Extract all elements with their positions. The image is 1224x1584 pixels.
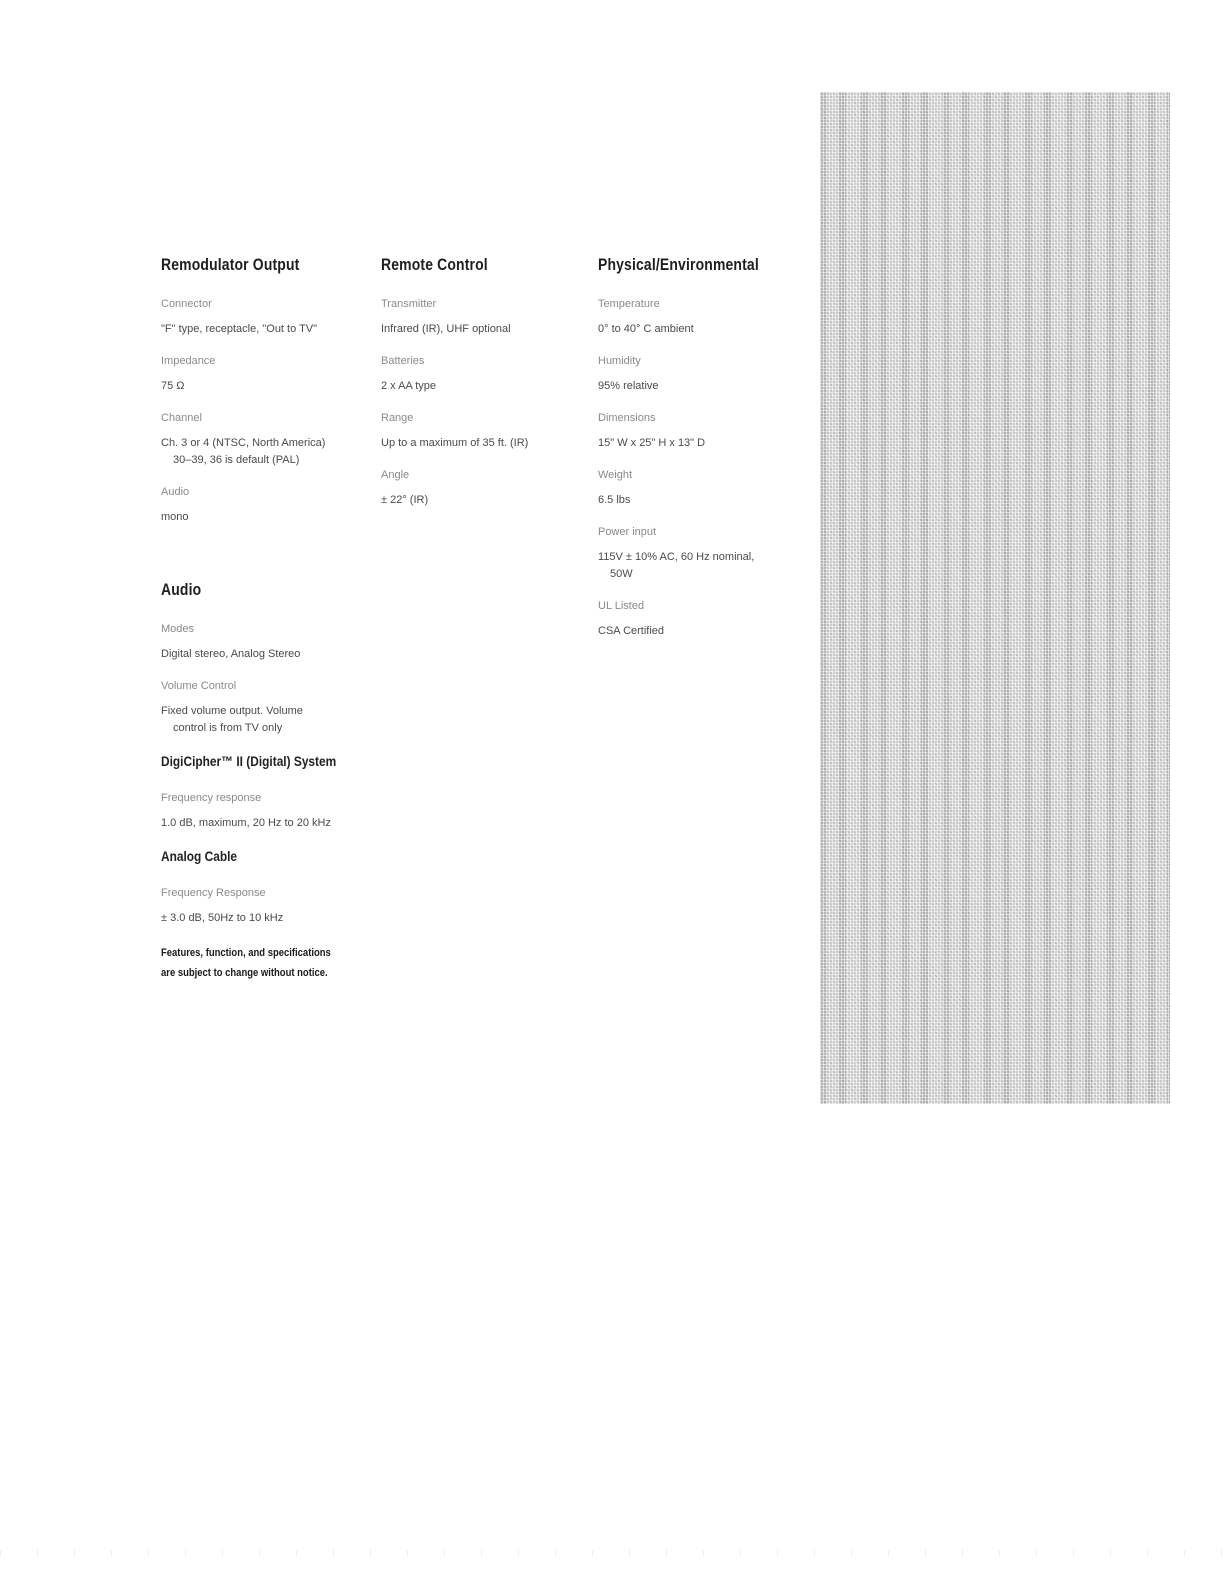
- spec-value: [161, 815, 366, 832]
- spec-modes: [161, 622, 366, 663]
- spec-connector: [161, 297, 366, 338]
- audio-heading: Audio: [161, 580, 202, 599]
- spec-value-line: 2 x AA type: [381, 380, 437, 392]
- spec-label: Batteries: [381, 355, 425, 367]
- spec-label: Dimensions: [598, 412, 656, 424]
- spec-value: [381, 435, 581, 452]
- spec-value-line: 95% relative: [598, 380, 659, 392]
- spec-value: [381, 492, 581, 509]
- spec-value-line: 115V ± 10% AC, 60 Hz nominal,: [598, 551, 755, 563]
- spec-label: Frequency Response: [161, 887, 266, 899]
- spec-channel: [161, 411, 366, 469]
- halftone-texture-panel: [820, 92, 1170, 1104]
- spec-humidity: [598, 354, 803, 395]
- spec-value-line: 6.5 lbs: [598, 494, 631, 506]
- spec-label: Modes: [161, 623, 195, 635]
- spec-value-line: 1.0 dB, maximum, 20 Hz to 20 kHz: [161, 817, 331, 829]
- spec-value: [161, 646, 366, 663]
- spec-value: [598, 623, 803, 640]
- spec-certifications: [598, 599, 803, 640]
- spec-value-line: mono: [161, 511, 189, 523]
- spec-value-line: Up to a maximum of 35 ft. (IR): [381, 437, 529, 449]
- spec-digital-frequency-response: [161, 791, 366, 832]
- left-spec-column: [161, 255, 366, 983]
- spec-value-line: 75 Ω: [161, 380, 185, 392]
- notice-line: are subject to change without notice.: [161, 967, 328, 979]
- spec-value-line: 15" W x 25" H x 13" D: [598, 437, 706, 449]
- digicipher-heading: DigiCipher™ II (Digital) System: [161, 753, 337, 769]
- spec-label: Frequency response: [161, 792, 262, 804]
- spec-value: [598, 549, 803, 583]
- spec-label: Audio: [161, 486, 190, 498]
- physical-environmental-heading: Physical/Environmental: [598, 255, 759, 274]
- spec-label: UL Listed: [598, 600, 645, 612]
- remote-control-heading: Remote Control: [381, 255, 488, 274]
- spec-label: Angle: [381, 469, 410, 481]
- middle-spec-column: [381, 255, 581, 525]
- spec-angle: [381, 468, 581, 509]
- spec-value: [161, 435, 366, 469]
- scan-artifact-strip: [0, 1550, 1224, 1556]
- spec-label: Volume Control: [161, 680, 237, 692]
- spec-label: Weight: [598, 469, 633, 481]
- spec-value: [598, 378, 803, 395]
- spec-volume-control: [161, 679, 366, 737]
- spec-label: Range: [381, 412, 414, 424]
- spec-value-line: 30–39, 36 is default (PAL): [173, 454, 300, 466]
- spec-analog-frequency-response: [161, 886, 366, 927]
- spec-value-line: Fixed volume output. Volume: [161, 705, 303, 717]
- spec-label: Humidity: [598, 355, 641, 367]
- spec-dimensions: [598, 411, 803, 452]
- spec-batteries: [381, 354, 581, 395]
- spec-label: Connector: [161, 298, 212, 310]
- spec-value-line: 0° to 40° C ambient: [598, 323, 694, 335]
- spec-value: [598, 321, 803, 338]
- spec-power-input: [598, 525, 803, 583]
- spec-weight: [598, 468, 803, 509]
- spec-value: [161, 910, 366, 927]
- change-notice: [161, 943, 337, 983]
- notice-line: Features, function, and specifications: [161, 947, 331, 959]
- spec-value: [598, 435, 803, 452]
- spec-value-line: Infrared (IR), UHF optional: [381, 323, 511, 335]
- spec-value-line: CSA Certified: [598, 625, 665, 637]
- spec-value: [161, 321, 366, 338]
- spec-label: Channel: [161, 412, 202, 424]
- spec-label: Temperature: [598, 298, 660, 310]
- remodulator-output-heading: Remodulator Output: [161, 255, 300, 274]
- spec-audio: [161, 485, 366, 526]
- section-spacer: [161, 542, 366, 580]
- spec-value: [161, 378, 366, 395]
- spec-transmitter: [381, 297, 581, 338]
- spec-value: [598, 492, 803, 509]
- spec-value-line: ± 22° (IR): [381, 494, 429, 506]
- spec-value: [161, 509, 366, 526]
- spec-value: [161, 703, 366, 737]
- spec-value-line: ± 3.0 dB, 50Hz to 10 kHz: [161, 912, 284, 924]
- spec-temperature: [598, 297, 803, 338]
- analog-cable-heading: Analog Cable: [161, 848, 238, 864]
- spec-value-line: Digital stereo, Analog Stereo: [161, 648, 301, 660]
- spec-value-line: Ch. 3 or 4 (NTSC, North America): [161, 437, 326, 449]
- spec-range: [381, 411, 581, 452]
- spec-label: Transmitter: [381, 298, 437, 310]
- spec-label: Power input: [598, 526, 657, 538]
- spec-label: Impedance: [161, 355, 216, 367]
- spec-value-line: "F" type, receptacle, "Out to TV": [161, 323, 318, 335]
- spec-impedance: [161, 354, 366, 395]
- right-spec-column: [598, 255, 803, 656]
- spec-value-line: control is from TV only: [173, 722, 283, 734]
- spec-value-line: 50W: [610, 568, 633, 580]
- spec-value: [381, 378, 581, 395]
- spec-value: [381, 321, 581, 338]
